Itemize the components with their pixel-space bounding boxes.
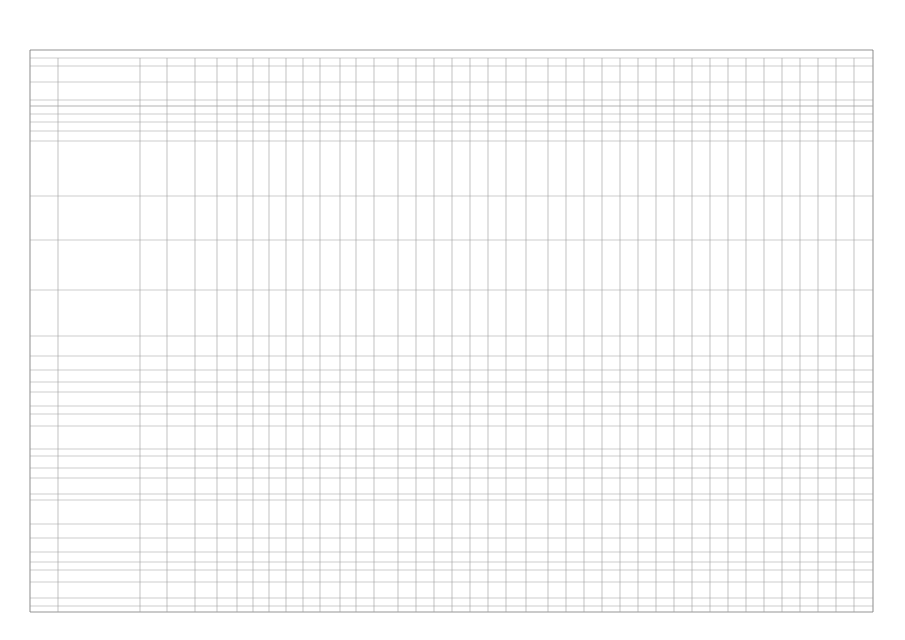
- table-grid: [30, 50, 873, 612]
